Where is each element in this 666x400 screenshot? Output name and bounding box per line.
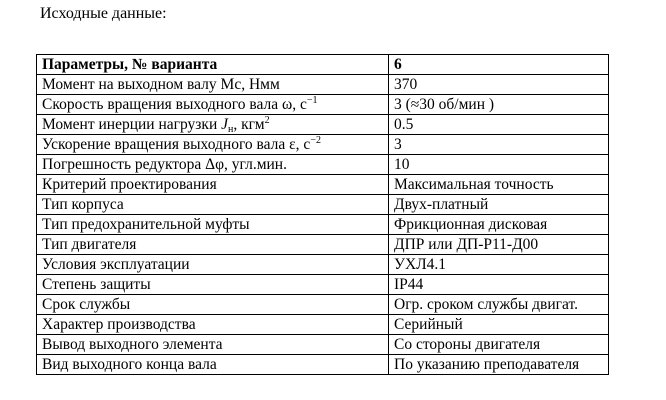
param-symbol: J — [221, 116, 229, 133]
value-cell: 3 — [389, 135, 609, 155]
table-row — [37, 95, 609, 115]
param-cell: Вид выходного конца вала — [37, 355, 389, 375]
param-cell: Срок службы — [37, 295, 389, 315]
value-cell: По указанию преподавателя — [389, 355, 609, 375]
param-cell: Степень защиты — [37, 275, 389, 295]
value-cell: УХЛ4.1 — [389, 255, 609, 275]
value-cell: 10 — [389, 155, 609, 175]
param-cell — [37, 115, 389, 135]
param-cell: Условия эксплуатации — [37, 255, 389, 275]
param-cell: Характер производства — [37, 315, 389, 335]
table-row — [37, 135, 609, 155]
table-row — [37, 115, 609, 135]
header-param-cell: Параметры, № варианта — [37, 55, 389, 75]
value-cell: IP44 — [389, 275, 609, 295]
param-cell: Погрешность редуктора Δφ, угл.мин. — [37, 155, 389, 175]
param-cell — [37, 135, 389, 155]
table-row — [37, 335, 609, 355]
table-row — [37, 315, 609, 335]
param-text: Скорость вращения выходного вала ω, с — [42, 96, 307, 113]
param-cell: Тип двигателя — [37, 235, 389, 255]
param-unit: , кгм — [233, 116, 265, 133]
table-row — [37, 235, 609, 255]
table-row — [37, 75, 609, 95]
param-cell: Момент на выходном валу Мс, Нмм — [37, 75, 389, 95]
value-cell: 3 (≈30 об/мин ) — [389, 95, 609, 115]
param-exponent: −2 — [310, 135, 321, 146]
intro-text: Исходные данные: — [40, 5, 167, 22]
header-value-cell: 6 — [389, 55, 609, 75]
param-exponent: −1 — [306, 95, 318, 106]
param-cell: Тип предохранительной муфты — [37, 215, 389, 235]
table-row — [37, 175, 609, 195]
table-row — [37, 215, 609, 235]
table-row — [37, 275, 609, 295]
value-cell: Максимальная точность — [389, 175, 609, 195]
table-row — [37, 355, 609, 375]
param-subscript: н — [228, 124, 234, 135]
value-cell: Фрикционная дисковая — [389, 215, 609, 235]
value-cell: 0.5 — [389, 115, 609, 135]
value-cell: ДПР или ДП-Р11-Д00 — [389, 235, 609, 255]
param-cell — [37, 95, 389, 115]
value-cell: Огр. сроком службы двигат. — [389, 295, 609, 315]
table-row — [37, 255, 609, 275]
parameters-table — [36, 54, 609, 375]
value-cell: Серийный — [389, 315, 609, 335]
param-text: Ускорение вращения выходного вала ε, с — [42, 136, 311, 153]
param-exponent: 2 — [264, 115, 270, 126]
table-row — [37, 155, 609, 175]
value-cell: Двух-платный — [389, 195, 609, 215]
table-row — [37, 195, 609, 215]
table-row — [37, 295, 609, 315]
value-cell: 370 — [389, 75, 609, 95]
param-cell: Критерий проектирования — [37, 175, 389, 195]
value-cell: Со стороны двигателя — [389, 335, 609, 355]
param-text: Момент инерции нагрузки — [42, 116, 222, 133]
param-cell: Вывод выходного элемента — [37, 335, 389, 355]
param-cell: Тип корпуса — [37, 195, 389, 215]
table-header-row — [37, 55, 609, 75]
